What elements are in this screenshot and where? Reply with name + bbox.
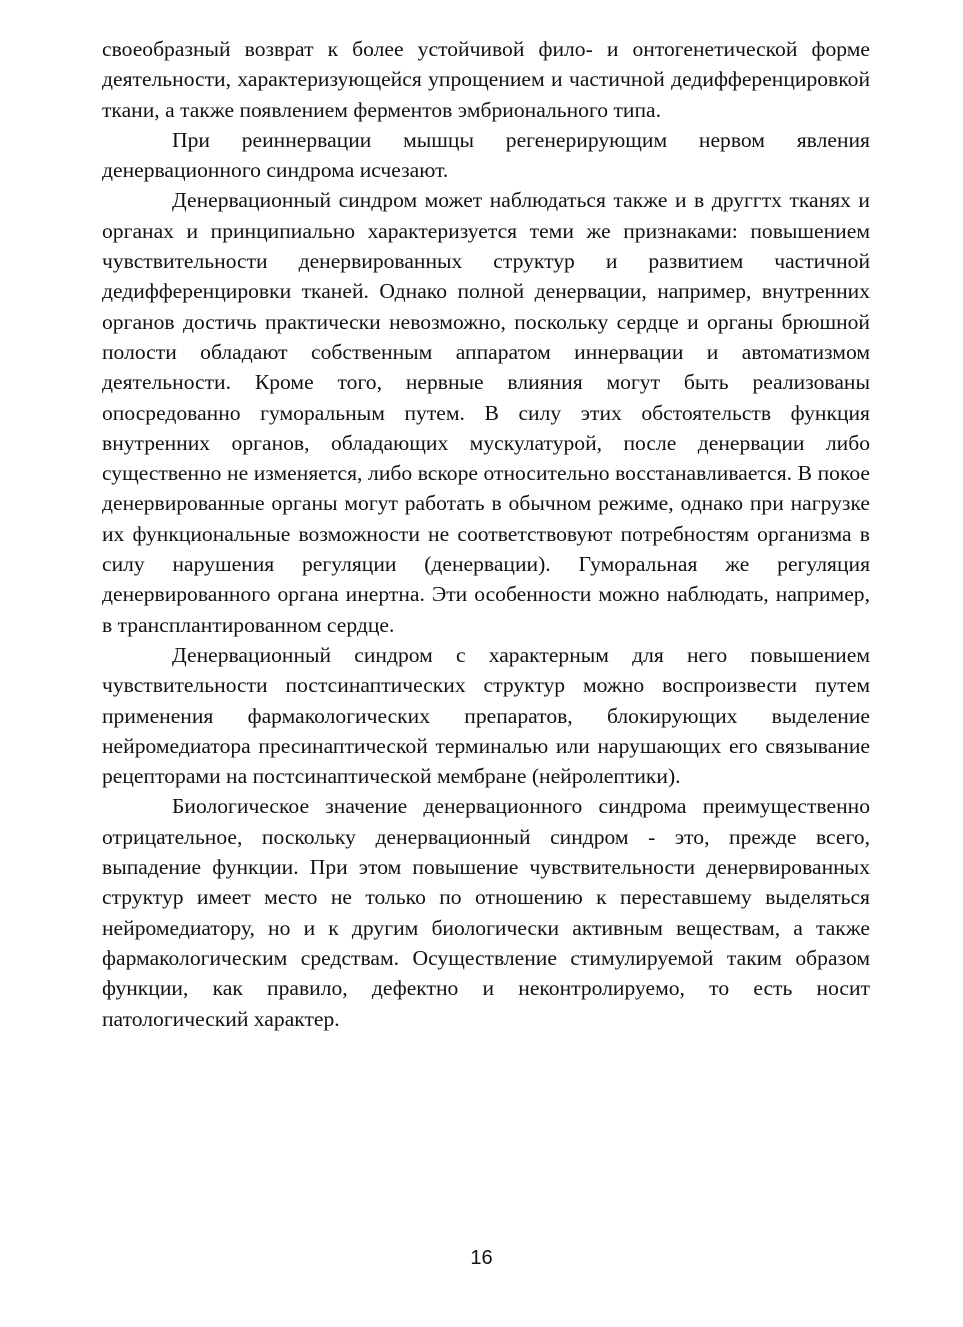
paragraph: своеобразный возврат к более устойчивой фило- и онтогенетической форме деятельности, характеризующейся упрощением и частичной дедифференцировкой ткани, а также появлением ферментов эмбрионального типа. bbox=[102, 37, 870, 122]
paragraph: При реиннервации мышцы регенерирующим нервом явления денервационного синдрома исчезают. bbox=[102, 127, 870, 183]
paragraph: Денервационный синдром с характерным для него повышением чувствительности постсинаптических структур можно воспроизвести путем применения фармакологических препаратов, блокирующих выделение нейромедиатора пресинаптической терминалью или нарушающих его связывание рецепторами на постсинаптической мембране (нейролептики). bbox=[102, 642, 870, 789]
paragraph: Биологическое значение денервационного синдрома преимущественно отрицательное, поскольку денервационный синдром - это, прежде всего, выпадение функции. При этом повышение чувствительности денервированных структур имеет место не только по отношению к переставшему выделяться нейромедиатору, но и к другим биологически активным веществам, а также фармакологическим средствам. Осуществление стимулируемой таким образом функции, как правило, дефектно и неконтролируемо, то есть носит патологический характер. bbox=[102, 794, 870, 1031]
paragraph: Денервационный синдром может наблюдаться также и в друггтх тканях и органах и принципиально характеризуется теми же признаками: повышением чувствительности денервированных структур и развитием частичной дедифференцировки тканей. Однако полной денервации, например, внутренних органов достичь практически невозможно, поскольку сердце и органы брюшной полости обладают собственным аппаратом иннервации и автоматизмом деятельности. Кроме того, нервные влияния могут быть реализованы опосредованно гуморальным путем. В силу этих обстоятельств функция внутренних органов, обладающих мускулатурой, после денервации либо существенно не изменяется, либо вскоре относительно восстанавливается. В покое денервированные органы могут работать в обычном режиме, однако при нагрузке их функциональные возможности не соответствовуют потребностям организма в силу нарушения регуляции (денервации). Гуморальная же регуляция денервированного органа инертна. Эти особенности можно наблюдать, например, в трансплантированном сердце. bbox=[102, 188, 870, 637]
page-body bbox=[102, 34, 870, 1034]
page-number: 16 bbox=[470, 1247, 493, 1269]
